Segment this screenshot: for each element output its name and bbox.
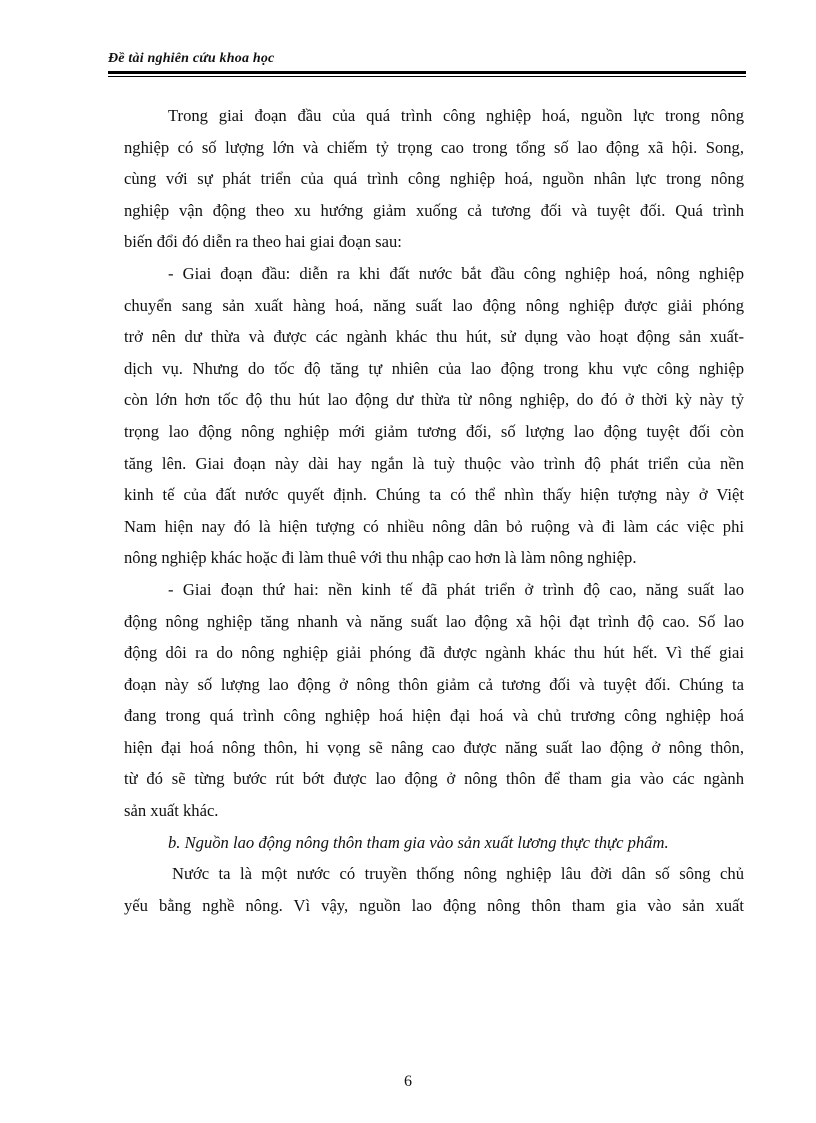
text-line: cùng với sự phát triển của quá trình công nghiệp hoá, nguồn nhân lực trong nông — [124, 169, 744, 189]
text-line: sản xuất khác. — [124, 801, 219, 821]
page-number: 6 — [404, 1073, 412, 1090]
text-line: nông nghiệp khác hoặc đi làm thuê với thu nhập cao hơn là làm nông nghiệp. — [124, 548, 637, 568]
section-heading: b. Nguồn lao động nông thôn tham gia vào sản xuất lương thực thực phẩm. — [168, 832, 669, 852]
text-line: đoạn này số lượng lao động ở nông thôn giảm cả tương đối và tuyệt đối. Chúng ta — [124, 674, 744, 694]
text-line: hiện đại hoá nông thôn, hi vọng sẽ nâng cao được năng suất lao động ở nông thôn, — [124, 737, 744, 757]
text-line: - Giai đoạn đầu: diễn ra khi đất nước bắt đầu công nghiệp hoá, nông nghiệp — [168, 263, 744, 283]
text-line: - Giai đoạn thứ hai: nền kinh tế đã phát triển ở trình độ cao, năng suất lao — [168, 579, 744, 599]
text-line: trọng lao động nông nghiệp mới giảm tương đối, số lượng lao động tuyệt đối còn — [124, 421, 744, 441]
header-rule — [108, 71, 746, 74]
text-line: yếu bằng nghề nông. Vì vậy, nguồn lao động nông thôn tham gia vào sản xuất — [124, 895, 744, 915]
text-line: biến đổi đó diễn ra theo hai giai đoạn sau: — [124, 232, 402, 252]
text-line: động dôi ra do nông nghiệp giải phóng đã được ngành khác thu hút hết. Vì thế giai — [124, 643, 744, 663]
text-line: chuyển sang sản xuất hàng hoá, năng suất lao động nông nghiệp được giải phóng — [124, 295, 744, 315]
header-title: Đề tài nghiên cứu khoa học — [108, 51, 275, 66]
header-rule-thin — [108, 76, 746, 77]
text-line: Nam hiện nay đó là hiện tượng có nhiều nông dân bỏ ruộng và đi làm các việc phi — [124, 516, 744, 536]
text-line: Trong giai đoạn đầu của quá trình công nghiệp hoá, nguồn lực trong nông — [168, 106, 744, 125]
body-text — [124, 100, 744, 921]
text-line: từ đó sẽ từng bước rút bớt được lao động ở nông thôn để tham gia vào các ngành — [124, 769, 744, 789]
text-line: trở nên dư thừa và được các ngành khác thu hút, sử dụng vào hoạt động sản xuất- — [124, 327, 744, 347]
page-header — [108, 48, 746, 77]
text-line: dịch vụ. Nhưng do tốc độ tăng tự nhiên của lao động trong khu vực công nghiệp — [124, 358, 744, 378]
text-line: kinh tế của đất nước quyết định. Chúng ta có thể nhìn thấy hiện tượng này ở Việt — [124, 485, 744, 505]
text-line: Nước ta là một nước có truyền thống nông nghiệp lâu đời dân số sông chủ — [172, 864, 744, 884]
text-line: đang trong quá trình công nghiệp hoá hiện đại hoá và chủ trương công nghiệp hoá — [124, 706, 744, 726]
text-line: còn lớn hơn tốc độ thu hút lao động dư thừa từ nông nghiệp, do đó ở thời kỳ này tỷ — [124, 390, 744, 410]
text-line: nghiệp vận động theo xu hướng giảm xuống cả tương đối và tuyệt đối. Quá trình — [124, 200, 744, 220]
text-line: nghiệp có số lượng lớn và chiếm tỷ trọng cao trong tổng số lao động xã hội. Song, — [124, 137, 744, 157]
text-line: tăng lên. Giai đoạn này dài hay ngắn là tuỳ thuộc vào trình độ phát triển của nền — [124, 453, 744, 473]
text-line: động nông nghiệp tăng nhanh và năng suất lao động xã hội đạt trình độ cao. Số lao — [124, 611, 744, 631]
